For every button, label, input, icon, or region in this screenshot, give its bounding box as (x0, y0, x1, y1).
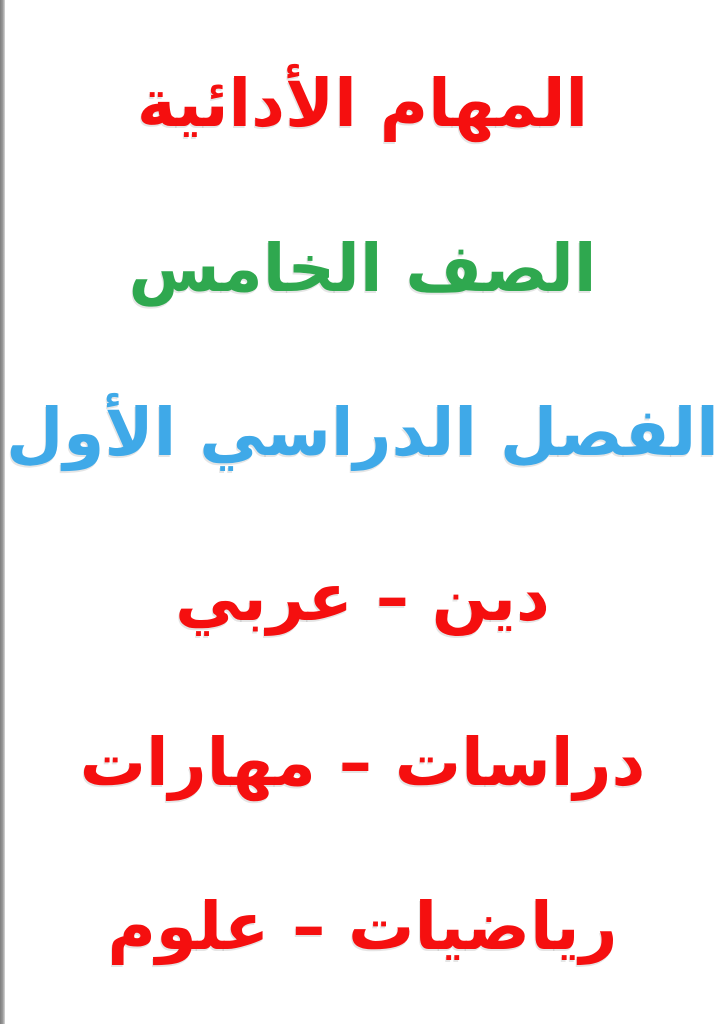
semester-line: الفصل الدراسي الأول (6, 394, 719, 472)
title-performance-tasks: المهام الأدائية (136, 65, 589, 143)
subjects-line-studies-skills: دراسات – مهارات (79, 723, 646, 801)
subjects-line-math-science: رياضيات – علوم (107, 888, 618, 966)
grade-line: الصف الخامس (128, 229, 597, 307)
subjects-line-religion-arabic: دين – عربي (175, 559, 550, 637)
document-page (5, 0, 720, 1024)
